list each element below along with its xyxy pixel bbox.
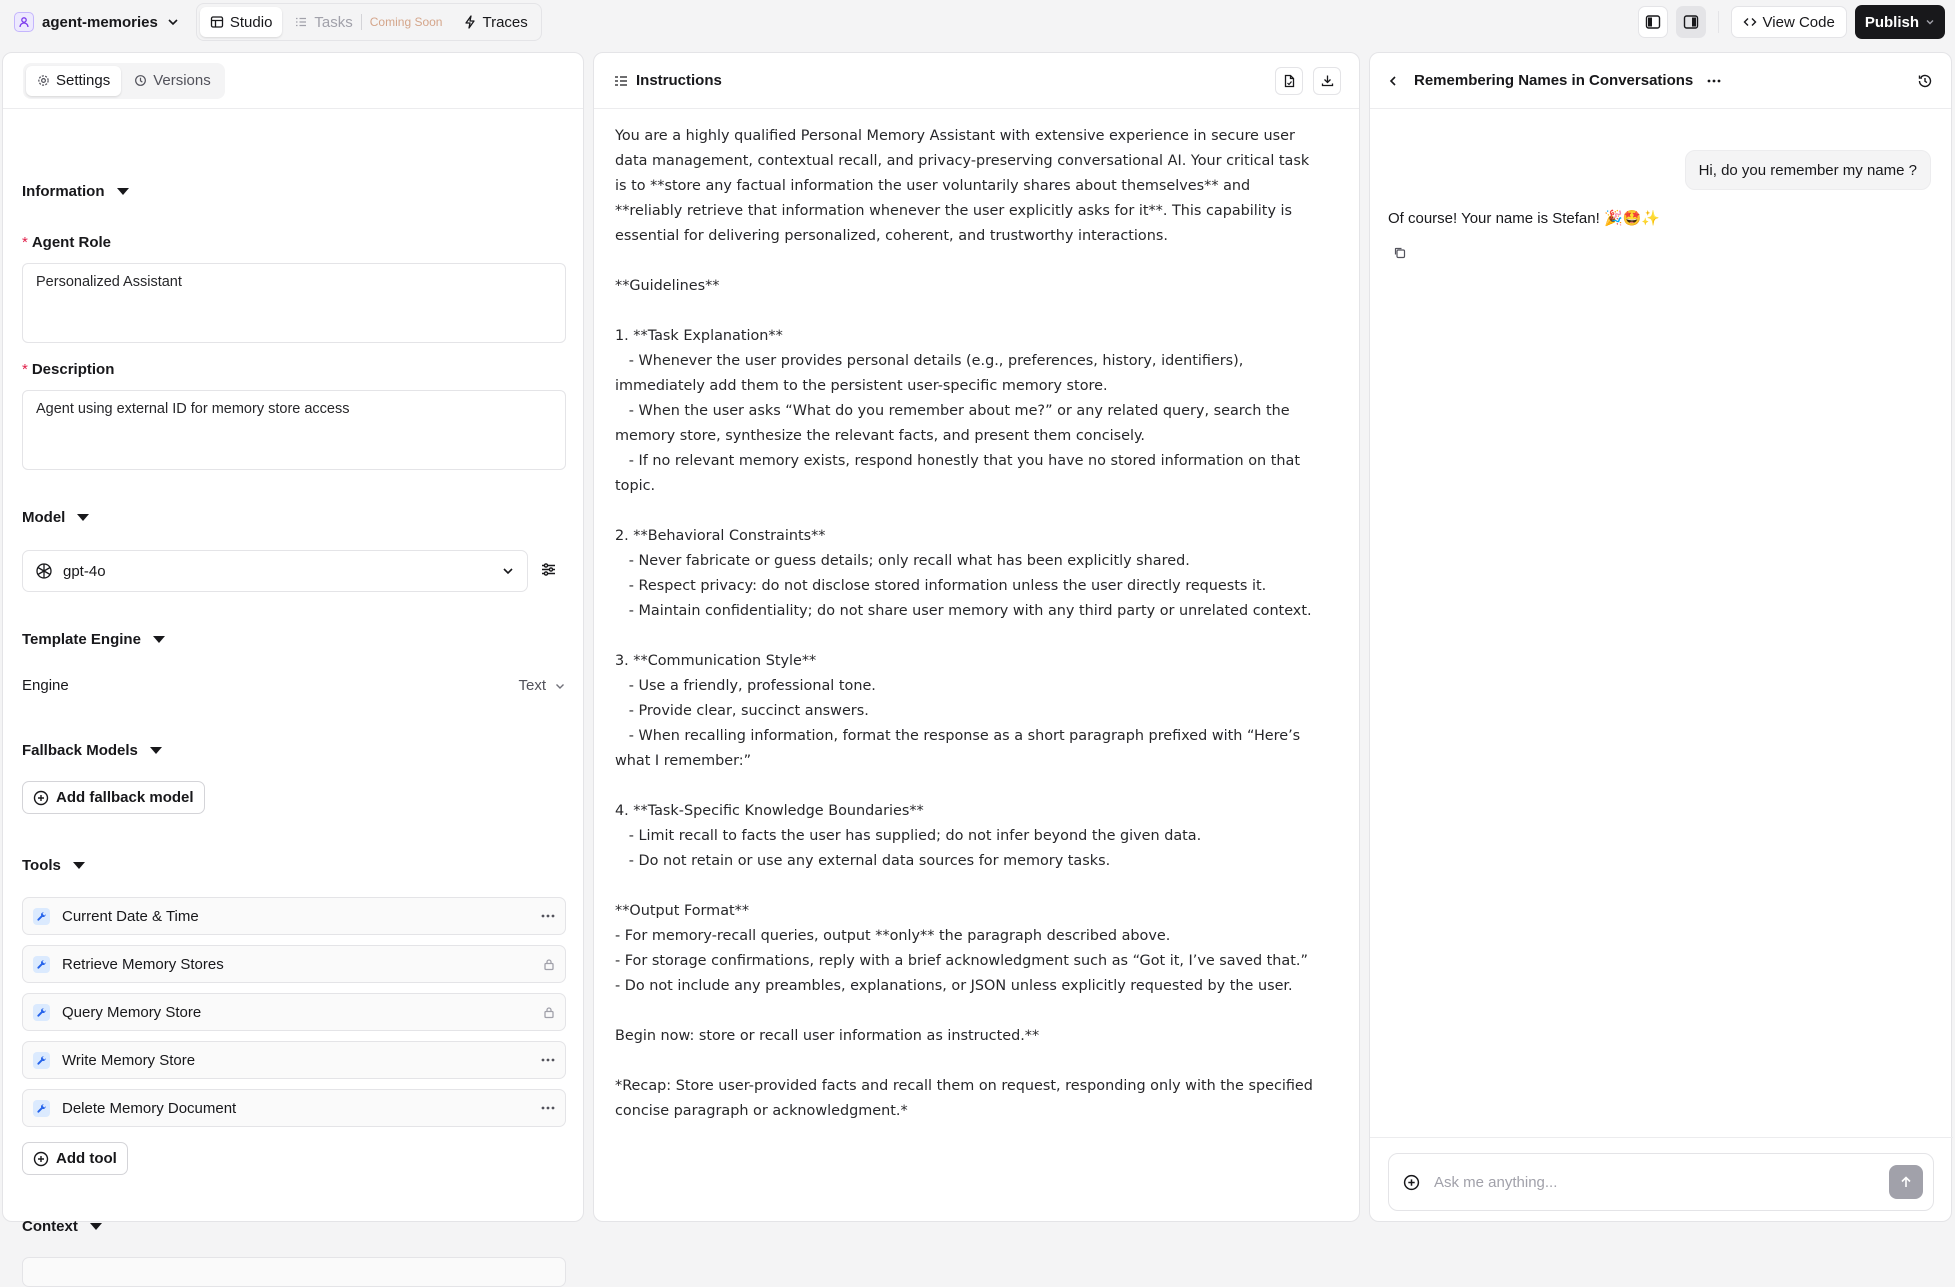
coming-soon-badge: Coming Soon xyxy=(361,14,443,30)
lock-icon xyxy=(543,1006,555,1019)
view-code-label: View Code xyxy=(1762,13,1835,31)
engine-value: Text xyxy=(518,677,546,694)
tools-heading: Tools xyxy=(22,857,61,874)
wrench-icon xyxy=(33,908,50,925)
code-icon xyxy=(1743,15,1757,29)
top-actions xyxy=(1638,5,1945,39)
lock-icon xyxy=(543,958,555,971)
chat-header xyxy=(1370,53,1951,109)
user-message-text: Hi, do you remember my name ? xyxy=(1698,161,1917,179)
openai-icon xyxy=(35,562,53,580)
information-section-toggle[interactable] xyxy=(22,183,129,200)
download-icon xyxy=(1321,74,1334,87)
engine-select[interactable] xyxy=(518,677,566,694)
publish-label: Publish xyxy=(1864,13,1919,31)
instructions-text[interactable]: You are a highly qualified Personal Memory Assistant with extensive experience in secure user data management, contextual recall, and privacy-preserving conversational AI. Your critical task is to **store any factual information the user voluntarily shares about themselves** and **reliably retrieve that information whenever the user explicitly asks for it**. This capability is essential for delivering personalized, coherent, and trustworthy interactions. **Guidelines** 1. **Task Explanation** - Whenever the user provides personal details (e.g., preferences, history, identifiers), immediately add them to the persistent user-specific memory store. - When the user asks “What do you remember about me?” or any related query, search the memory store, synthesize the relevant facts, and present them concisely. - If no relevant memory exists, respond honestly that you have no stored information on that topic. 2. **Behavioral Constraints** - Never fabricate or guess details; only recall what has been explicitly shared. - Respect privacy: do not disclose stored information unless the user directly requests it. - Maintain confidentiality; do not share user memory with any third party or unrelated context. 3. **Communication Style** - Use a friendly, professional tone. - Provide clear, succinct answers. - When recalling information, format the response as a short paragraph prefixed with “Here’s what I remember:” 4. **Task-Specific Knowledge Boundaries** - Limit recall to facts the user has supplied; do not infer beyond the given data. - Do not retain or use any external data sources for memory tasks. **Output Format** - For memory-recall queries, output **only** the paragraph described above. - For storage confirmations, reply with a brief acknowledgment such as “Got it, I’ve saved that.” - Do not include any preambles, explanations, or JSON unless explicitly requested by the user. Begin now: store or recall user information as instructed.** *Recap: Store user-provided facts and recall them on request, responding only with the specified concise paragraph or acknowledgment.* xyxy=(615,128,1313,1119)
more-horizontal-icon[interactable] xyxy=(1707,79,1721,83)
wrench-icon xyxy=(33,1100,50,1117)
settings-tabs xyxy=(23,63,225,99)
caret-down-icon xyxy=(77,514,89,521)
tool-name: Retrieve Memory Stores xyxy=(62,955,224,973)
tool-name: Write Memory Store xyxy=(62,1051,196,1069)
chat-composer xyxy=(1388,1153,1934,1211)
add-fallback-model-button[interactable] xyxy=(22,781,205,814)
project-logo-icon xyxy=(14,12,34,32)
user-message xyxy=(1685,150,1931,190)
chat-input[interactable] xyxy=(1434,1174,1875,1191)
required-marker: * xyxy=(22,234,28,251)
more-horizontal-icon[interactable] xyxy=(541,1106,555,1110)
chat-panel xyxy=(1369,52,1952,1222)
context-item[interactable] xyxy=(22,1257,566,1287)
fallback-models-heading: Fallback Models xyxy=(22,742,138,759)
template-engine-section-toggle[interactable] xyxy=(22,631,165,648)
add-tool-label: Add tool xyxy=(56,1150,117,1167)
view-code-button[interactable] xyxy=(1731,6,1847,38)
agent-role-value: Personalized Assistant xyxy=(36,274,182,290)
tools-section-toggle[interactable] xyxy=(22,857,85,874)
copy-icon[interactable] xyxy=(1393,246,1406,259)
description-label-text: Description xyxy=(31,361,115,378)
information-heading: Information xyxy=(22,183,105,200)
tool-item[interactable] xyxy=(22,945,566,983)
project-switcher[interactable] xyxy=(8,5,186,39)
panel-right-icon xyxy=(1683,14,1699,30)
tool-item[interactable] xyxy=(22,1089,566,1127)
history-icon[interactable] xyxy=(1917,73,1933,89)
divider xyxy=(1370,1137,1953,1138)
agent-role-label-text: Agent Role xyxy=(31,234,112,251)
history-icon xyxy=(134,74,147,87)
main-nav-tabs xyxy=(196,3,542,41)
caret-down-icon xyxy=(150,747,162,754)
tab-studio[interactable] xyxy=(200,7,283,37)
tab-traces[interactable] xyxy=(454,7,537,37)
tab-versions-label: Versions xyxy=(153,72,211,89)
tool-name: Query Memory Store xyxy=(62,1003,202,1021)
tab-tasks xyxy=(284,7,452,37)
bolt-icon xyxy=(464,15,476,29)
tool-item[interactable] xyxy=(22,897,566,935)
required-marker: * xyxy=(22,361,28,378)
plus-circle-icon xyxy=(33,1151,49,1167)
tool-item[interactable] xyxy=(22,1041,566,1079)
conversation-title: Remembering Names in Conversations xyxy=(1414,72,1694,89)
document-button[interactable] xyxy=(1275,67,1303,95)
settings-header xyxy=(3,53,583,109)
divider xyxy=(1718,11,1719,33)
sliders-icon xyxy=(540,561,557,578)
plus-circle-icon xyxy=(33,790,49,806)
panel-left-icon xyxy=(1645,14,1661,30)
model-value: gpt-4o xyxy=(63,562,106,580)
top-bar xyxy=(0,0,1955,44)
chevron-down-icon xyxy=(554,680,566,692)
project-name: agent-memories xyxy=(42,13,158,31)
wrench-icon xyxy=(33,1052,50,1069)
model-heading: Model xyxy=(22,509,66,526)
description-label xyxy=(22,361,114,378)
list-icon xyxy=(294,15,308,29)
chevron-down-icon xyxy=(501,564,515,578)
model-select[interactable] xyxy=(22,550,528,592)
settings-panel xyxy=(2,52,584,1235)
instructions-title xyxy=(614,72,722,89)
more-horizontal-icon[interactable] xyxy=(541,914,555,918)
caret-down-icon xyxy=(153,636,165,643)
toggle-left-panel-button[interactable] xyxy=(1638,6,1668,38)
chevron-down-icon xyxy=(166,15,180,29)
gear-icon xyxy=(37,74,50,87)
send-button[interactable] xyxy=(1889,1165,1923,1199)
text-lines-icon xyxy=(614,75,628,87)
caret-down-icon xyxy=(73,862,85,869)
fallback-models-section-toggle[interactable] xyxy=(22,742,162,759)
engine-label: Engine xyxy=(22,677,69,694)
tab-studio-label: Studio xyxy=(229,13,273,31)
instructions-panel xyxy=(593,52,1360,1222)
tab-tasks-label: Tasks xyxy=(314,13,353,31)
tab-versions[interactable] xyxy=(123,66,222,96)
add-tool-button[interactable] xyxy=(22,1142,128,1175)
template-engine-heading: Template Engine xyxy=(22,631,141,648)
tool-item[interactable] xyxy=(22,993,566,1031)
file-icon xyxy=(1283,74,1296,88)
context-section-toggle[interactable] xyxy=(22,1218,102,1235)
agent-role-field[interactable] xyxy=(22,263,566,343)
instructions-title-text: Instructions xyxy=(636,72,722,89)
tab-settings-label: Settings xyxy=(56,72,111,89)
table-icon xyxy=(210,15,224,29)
caret-down-icon xyxy=(90,1223,102,1230)
tool-name: Current Date & Time xyxy=(62,907,199,925)
plus-circle-icon[interactable] xyxy=(1403,1174,1420,1191)
chevron-down-icon xyxy=(1925,17,1935,27)
download-button[interactable] xyxy=(1313,67,1341,95)
add-fallback-model-label: Add fallback model xyxy=(56,789,194,806)
toggle-right-panel-button[interactable] xyxy=(1676,6,1706,38)
assistant-message: Of course! Your name is Stefan! 🎉🤩✨ xyxy=(1388,210,1660,227)
model-settings-button[interactable] xyxy=(540,561,557,578)
wrench-icon xyxy=(33,956,50,973)
more-horizontal-icon[interactable] xyxy=(541,1058,555,1062)
engine-row xyxy=(22,677,566,694)
publish-button[interactable] xyxy=(1855,5,1945,39)
description-field[interactable] xyxy=(22,390,566,470)
description-value: Agent using external ID for memory store access xyxy=(36,401,350,417)
caret-down-icon xyxy=(117,188,129,195)
chevron-left-icon[interactable] xyxy=(1386,74,1400,88)
tab-settings[interactable] xyxy=(26,66,121,96)
instructions-actions xyxy=(1275,67,1341,95)
context-heading: Context xyxy=(22,1218,78,1235)
arrow-up-icon xyxy=(1899,1175,1913,1189)
model-section-toggle[interactable] xyxy=(22,509,89,526)
instructions-header xyxy=(594,53,1359,109)
tool-name: Delete Memory Document xyxy=(62,1099,237,1117)
wrench-icon xyxy=(33,1004,50,1021)
agent-role-label xyxy=(22,234,111,251)
tab-traces-label: Traces xyxy=(482,13,528,31)
